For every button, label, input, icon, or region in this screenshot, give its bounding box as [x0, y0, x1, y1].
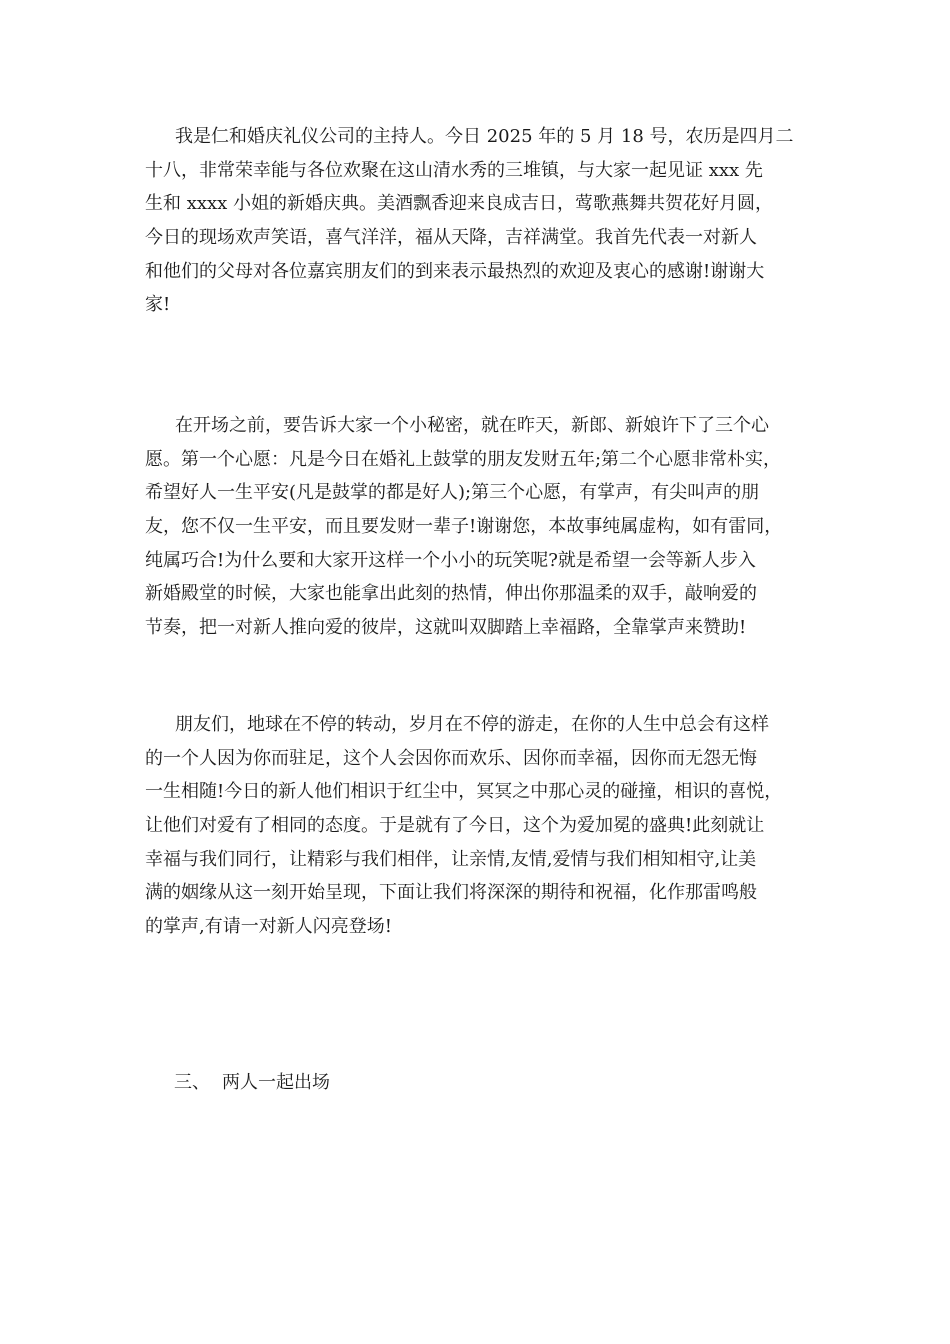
paragraph-line: 的一个人因为你而驻足，这个人会因你而欢乐、因你而幸福，因你而无怨无悔	[145, 747, 757, 769]
paragraph-line: 生和 xxxx 小姐的新婚庆典。美酒飘香迎来良成吉日，莺歌燕舞共贺花好月圆，	[145, 193, 774, 215]
paragraph-line: 愿。第一个心愿：凡是今日在婚礼上鼓掌的朋友发财五年;第二个心愿非常朴实，	[145, 448, 782, 470]
section-heading	[174, 1066, 330, 1099]
paragraph-host-introduction	[145, 120, 825, 322]
paragraph-line: 十八，非常荣幸能与各位欢聚在这山清水秀的三堆镇，与大家一起见证 xxx 先	[145, 159, 763, 181]
paragraph-line: 满的姻缘从这一刻开始呈现，下面让我们将深深的期待和祝福，化作那雷鸣般	[145, 882, 757, 904]
paragraph-line: 友，您不仅一生平安，而且要发财一辈子!谢谢您，本故事纯属虚构，如有雷同，	[145, 516, 783, 538]
section-number: 三、	[174, 1072, 210, 1093]
paragraph-line: 和他们的父母对各位嘉宾朋友们的到来表示最热烈的欢迎及衷心的感谢!谢谢大	[145, 260, 765, 282]
paragraph-line: 朋友们，地球在不停的转动，岁月在不停的游走，在你的人生中总会有这样	[175, 714, 769, 735]
paragraph-line: 纯属巧合!为什么要和大家开这样一个小小的玩笑呢?就是希望一会等新人步入	[145, 549, 756, 571]
paragraph-line: 节奏，把一对新人推向爱的彼岸，这就叫双脚踏上幸福路，全靠掌声来赞助!	[145, 617, 747, 639]
paragraph-line: 一生相随!今日的新人他们相识于红尘中，冥冥之中那心灵的碰撞，相识的喜悦，	[145, 781, 783, 803]
paragraph-line: 在开场之前，要告诉大家一个小秘密，就在昨天，新郎、新娘许下了三个心	[175, 415, 769, 436]
paragraph-line: 今日的现场欢声笑语，喜气洋洋，福从天降，吉祥满堂。我首先代表一对新人	[145, 227, 757, 249]
paragraph-line: 的掌声,有请一对新人闪亮登场!	[145, 916, 392, 938]
section-title: 两人一起出场	[222, 1072, 330, 1093]
paragraph-line: 家!	[145, 294, 171, 316]
paragraph-secret-wishes	[145, 409, 825, 645]
paragraph-line: 幸福与我们同行，让精彩与我们相伴，让亲情,友情,爱情与我们相知相守,让美	[145, 848, 757, 870]
paragraph-line: 希望好人一生平安(凡是鼓掌的都是好人);第三个心愿，有掌声，有尖叫声的朋	[145, 482, 760, 504]
paragraph-line: 我是仁和婚庆礼仪公司的主持人。今日 2025 年的 5 月 18 号，农历是四月二	[175, 126, 794, 147]
paragraph-line: 让他们对爱有了相同的态度。于是就有了今日，这个为爱加冕的盛典!此刻就让	[145, 815, 765, 837]
paragraph-couple-entrance	[145, 708, 825, 944]
paragraph-line: 新婚殿堂的时候，大家也能拿出此刻的热情，伸出你那温柔的双手，敲响爱的	[145, 583, 757, 605]
